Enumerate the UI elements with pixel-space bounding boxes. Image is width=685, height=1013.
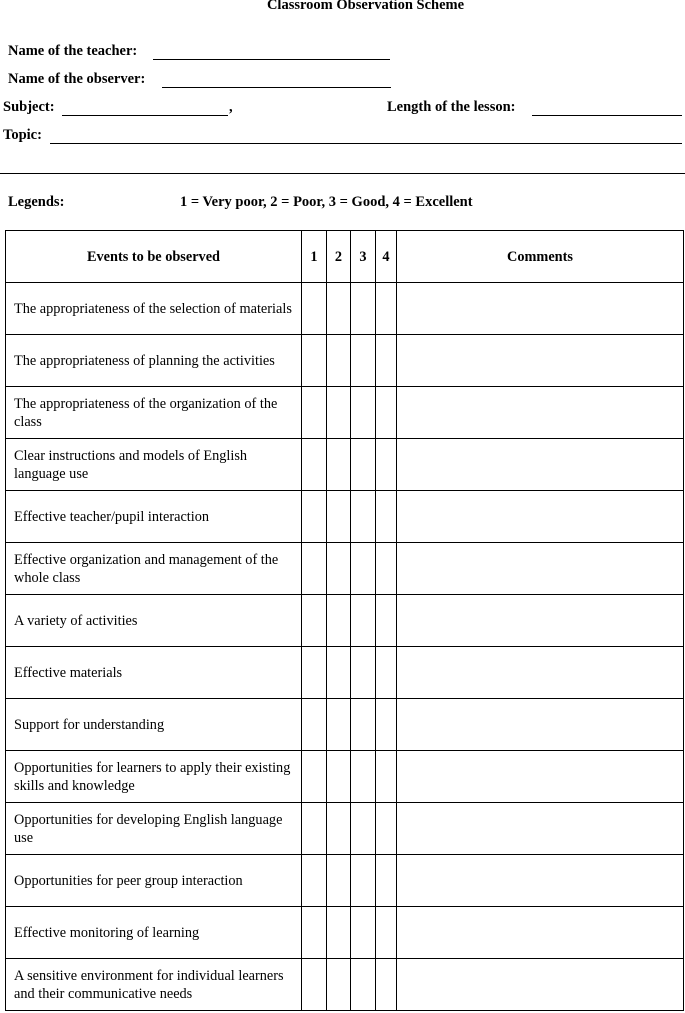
rating-3-cell[interactable] xyxy=(351,699,376,751)
table-row xyxy=(6,959,684,1011)
rating-2-cell[interactable] xyxy=(327,959,351,1011)
rating-3-cell[interactable] xyxy=(351,751,376,803)
rating-1-cell[interactable] xyxy=(302,751,327,803)
rating-2-cell[interactable] xyxy=(327,283,351,335)
subject-blank[interactable] xyxy=(62,115,228,116)
rating-2-cell[interactable] xyxy=(327,439,351,491)
legend-scale: 1 = Very poor, 2 = Poor, 3 = Good, 4 = Excellent xyxy=(180,194,473,210)
topic-blank[interactable] xyxy=(50,143,682,144)
table-row xyxy=(6,439,684,491)
table-row xyxy=(6,491,684,543)
rating-4-cell[interactable] xyxy=(376,699,397,751)
rating-1-cell[interactable] xyxy=(302,907,327,959)
teacher-name-blank[interactable] xyxy=(153,59,390,60)
rating-1-cell[interactable] xyxy=(302,959,327,1011)
rating-2-cell[interactable] xyxy=(327,543,351,595)
table-row xyxy=(6,543,684,595)
comments-header: Comments xyxy=(397,231,684,283)
event-cell: A variety of activities xyxy=(6,595,302,647)
rating-2-cell[interactable] xyxy=(327,491,351,543)
comments-cell[interactable] xyxy=(397,907,684,959)
lesson-length-label: Length of the lesson: xyxy=(387,99,516,115)
comments-cell[interactable] xyxy=(397,803,684,855)
rating-1-cell[interactable] xyxy=(302,283,327,335)
rating-4-header: 4 xyxy=(376,231,397,283)
rating-3-cell[interactable] xyxy=(351,543,376,595)
rating-2-cell[interactable] xyxy=(327,335,351,387)
event-cell: Effective materials xyxy=(6,647,302,699)
table-row xyxy=(6,699,684,751)
event-cell: Effective monitoring of learning xyxy=(6,907,302,959)
event-cell: A sensitive environment for individual learners and their communicative needs xyxy=(6,959,302,1011)
rating-2-cell[interactable] xyxy=(327,595,351,647)
comments-cell[interactable] xyxy=(397,387,684,439)
rating-1-cell[interactable] xyxy=(302,855,327,907)
rating-4-cell[interactable] xyxy=(376,491,397,543)
rating-1-cell[interactable] xyxy=(302,387,327,439)
comments-cell[interactable] xyxy=(397,959,684,1011)
table-row xyxy=(6,751,684,803)
table-row xyxy=(6,595,684,647)
comments-cell[interactable] xyxy=(397,543,684,595)
event-cell: Effective teacher/pupil interaction xyxy=(6,491,302,543)
table-row xyxy=(6,907,684,959)
rating-4-cell[interactable] xyxy=(376,751,397,803)
rating-3-cell[interactable] xyxy=(351,283,376,335)
observer-name-blank[interactable] xyxy=(162,87,391,88)
subject-comma: , xyxy=(229,99,233,115)
document-title: Classroom Observation Scheme xyxy=(266,0,465,13)
event-cell: Opportunities for learners to apply their existing skills and knowledge xyxy=(6,751,302,803)
rating-1-cell[interactable] xyxy=(302,803,327,855)
header-row xyxy=(6,231,684,283)
rating-1-cell[interactable] xyxy=(302,699,327,751)
rating-4-cell[interactable] xyxy=(376,803,397,855)
rating-3-cell[interactable] xyxy=(351,335,376,387)
comments-cell[interactable] xyxy=(397,491,684,543)
rating-4-cell[interactable] xyxy=(376,855,397,907)
rating-4-cell[interactable] xyxy=(376,907,397,959)
rating-4-cell[interactable] xyxy=(376,283,397,335)
rating-3-cell[interactable] xyxy=(351,803,376,855)
section-divider xyxy=(0,173,685,174)
event-cell: The appropriateness of the selection of materials xyxy=(6,283,302,335)
rating-2-cell[interactable] xyxy=(327,803,351,855)
table-row xyxy=(6,855,684,907)
rating-3-cell[interactable] xyxy=(351,595,376,647)
rating-4-cell[interactable] xyxy=(376,543,397,595)
table-row xyxy=(6,283,684,335)
event-cell: Clear instructions and models of English language use xyxy=(6,439,302,491)
comments-cell[interactable] xyxy=(397,751,684,803)
legend-label: Legends: xyxy=(8,194,65,210)
events-header: Events to be observed xyxy=(6,231,302,283)
rating-1-header: 1 xyxy=(302,231,327,283)
rating-4-cell[interactable] xyxy=(376,387,397,439)
comments-cell[interactable] xyxy=(397,595,684,647)
rating-1-cell[interactable] xyxy=(302,491,327,543)
rating-2-header: 2 xyxy=(327,231,351,283)
rating-2-cell[interactable] xyxy=(327,855,351,907)
rating-3-cell[interactable] xyxy=(351,959,376,1011)
rating-3-cell[interactable] xyxy=(351,387,376,439)
observer-name-label: Name of the observer: xyxy=(8,71,146,87)
rating-1-cell[interactable] xyxy=(302,543,327,595)
table-row xyxy=(6,387,684,439)
rating-3-cell[interactable] xyxy=(351,491,376,543)
teacher-name-label: Name of the teacher: xyxy=(8,43,138,59)
comments-cell[interactable] xyxy=(397,699,684,751)
observation-table xyxy=(5,230,684,1011)
event-cell: The appropriateness of planning the activities xyxy=(6,335,302,387)
comments-cell[interactable] xyxy=(397,283,684,335)
rating-2-cell[interactable] xyxy=(327,647,351,699)
event-cell: Effective organization and management of the whole class xyxy=(6,543,302,595)
rating-2-cell[interactable] xyxy=(327,907,351,959)
event-cell: Opportunities for peer group interaction xyxy=(6,855,302,907)
rating-2-cell[interactable] xyxy=(327,387,351,439)
rating-3-cell[interactable] xyxy=(351,907,376,959)
rating-2-cell[interactable] xyxy=(327,699,351,751)
comments-cell[interactable] xyxy=(397,647,684,699)
comments-cell[interactable] xyxy=(397,439,684,491)
rating-1-cell[interactable] xyxy=(302,595,327,647)
lesson-length-blank[interactable] xyxy=(532,115,682,116)
rating-1-cell[interactable] xyxy=(302,439,327,491)
event-cell: The appropriateness of the organization of the class xyxy=(6,387,302,439)
table-row xyxy=(6,335,684,387)
topic-label: Topic: xyxy=(3,127,42,143)
event-cell: Support for understanding xyxy=(6,699,302,751)
rating-4-cell[interactable] xyxy=(376,335,397,387)
rating-2-cell[interactable] xyxy=(327,751,351,803)
rating-1-cell[interactable] xyxy=(302,647,327,699)
rating-1-cell[interactable] xyxy=(302,335,327,387)
rating-3-cell[interactable] xyxy=(351,439,376,491)
rating-4-cell[interactable] xyxy=(376,647,397,699)
rating-4-cell[interactable] xyxy=(376,439,397,491)
subject-label: Subject: xyxy=(3,99,55,115)
table-row xyxy=(6,647,684,699)
rating-3-header: 3 xyxy=(351,231,376,283)
rating-4-cell[interactable] xyxy=(376,959,397,1011)
comments-cell[interactable] xyxy=(397,855,684,907)
rating-3-cell[interactable] xyxy=(351,855,376,907)
table-row xyxy=(6,803,684,855)
rating-4-cell[interactable] xyxy=(376,595,397,647)
rating-3-cell[interactable] xyxy=(351,647,376,699)
comments-cell[interactable] xyxy=(397,335,684,387)
event-cell: Opportunities for developing English language use xyxy=(6,803,302,855)
